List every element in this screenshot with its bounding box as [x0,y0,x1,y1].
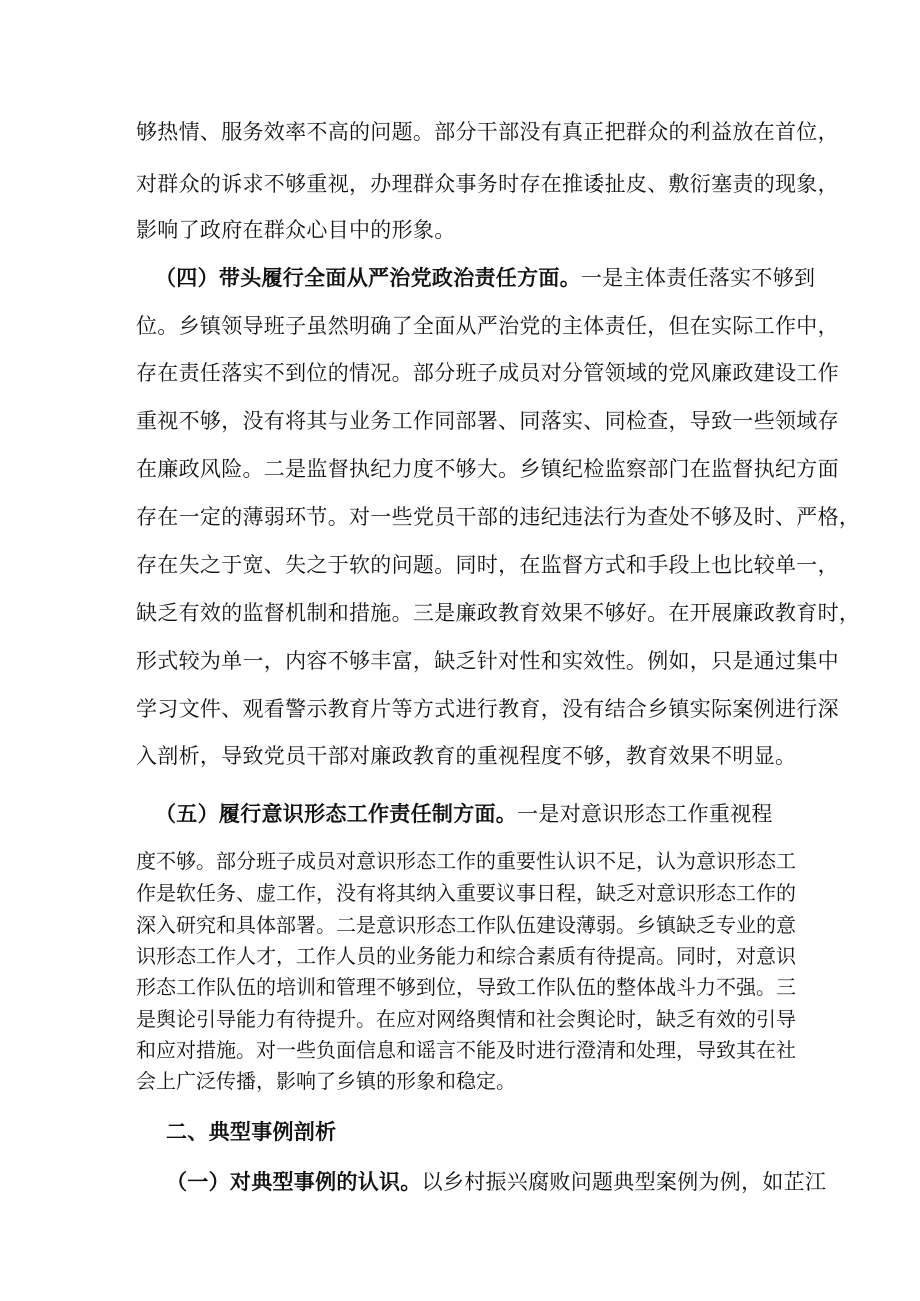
paragraph-line: 深入研究和具体部署。二是意识形态工作队伍建设薄弱。乡镇缺乏专业的意 [136,913,796,937]
subsection1-first-rest: 以乡村振兴腐败问题典型案例为例，如芷江 [421,1170,827,1194]
section4-heading: （四）带头履行全面从严治党政治责任方面。 [155,265,581,290]
paragraph-line: 度不够。部分班子成员对意识形态工作的重要性认识不足，认为意识形态工 [136,849,796,873]
paragraph-line: 会上广泛传播，影响了乡镇的形象和稳定。 [136,1069,516,1093]
paragraph-line: 对群众的诉求不够重视，办理群众事务时存在推诿扯皮、敷衍塞责的现象， [136,172,839,196]
section5-first-rest: 一是对意识形态工作重视程 [517,802,773,826]
part2-heading: 二、典型事例剖析 [166,1119,337,1144]
paragraph-line: 重视不够，没有将其与业务工作同部署、同落实、同检查，导致一些领域存 [136,409,839,433]
paragraph-line: 学习文件、观看警示教育片等方式进行教育，没有结合乡镇实际案例进行深 [136,697,839,721]
section4-first-line [155,263,816,293]
paragraph-line: 影响了政府在群众心目中的形象。 [136,218,456,242]
section5-first-line [155,799,773,829]
paragraph-line: 位。乡镇领导班子虽然明确了全面从严治党的主体责任，但在实际工作中， [136,314,839,338]
paragraph-line: 存在一定的薄弱环节。对一些党员干部的违纪违法行为查处不够及时、严格， [136,505,861,529]
section4-first-rest: 一是主体责任落实不够到 [581,266,816,290]
paragraph-line: 在廉政风险。二是监督执纪力度不够大。乡镇纪检监察部门在监督执纪方面 [136,457,839,481]
subsection1-first-line [166,1167,827,1197]
paragraph-line: 形态工作队伍的培训和管理不够到位，导致工作队伍的整体战斗力不强。三 [136,975,796,999]
section5-heading: （五）履行意识形态工作责任制方面。 [155,801,518,826]
subsection1-heading: （一）对典型事例的认识。 [166,1169,422,1194]
paragraph-line: 是舆论引导能力有待提升。在应对网络舆情和社会舆论时，缺乏有效的引导 [136,1007,796,1031]
paragraph-line: 识形态工作人才，工作人员的业务能力和综合素质有待提高。同时，对意识 [136,944,796,968]
paragraph-line: 形式较为单一，内容不够丰富，缺乏针对性和实效性。例如，只是通过集中 [136,649,839,673]
paragraph-line: 作是软任务、虚工作，没有将其纳入重要议事日程，缺乏对意识形态工作的 [136,881,796,905]
paragraph-line: 存在失之于宽、失之于软的问题。同时，在监督方式和手段上也比较单一， [136,553,839,577]
paragraph-line: 缺乏有效的监督机制和措施。三是廉政教育效果不够好。在开展廉政教育时， [136,601,861,625]
paragraph-line: 入剖析，导致党员干部对廉政教育的重视程度不够，教育效果不明显。 [136,744,797,768]
paragraph-line: 存在责任落实不到位的情况。部分班子成员对分管领域的党风廉政建设工作 [136,361,839,385]
paragraph-line: 和应对措施。对一些负面信息和谣言不能及时进行澄清和处理，导致其在社 [136,1038,796,1062]
paragraph-line: 够热情、服务效率不高的问题。部分干部没有真正把群众的利益放在首位， [136,120,839,144]
